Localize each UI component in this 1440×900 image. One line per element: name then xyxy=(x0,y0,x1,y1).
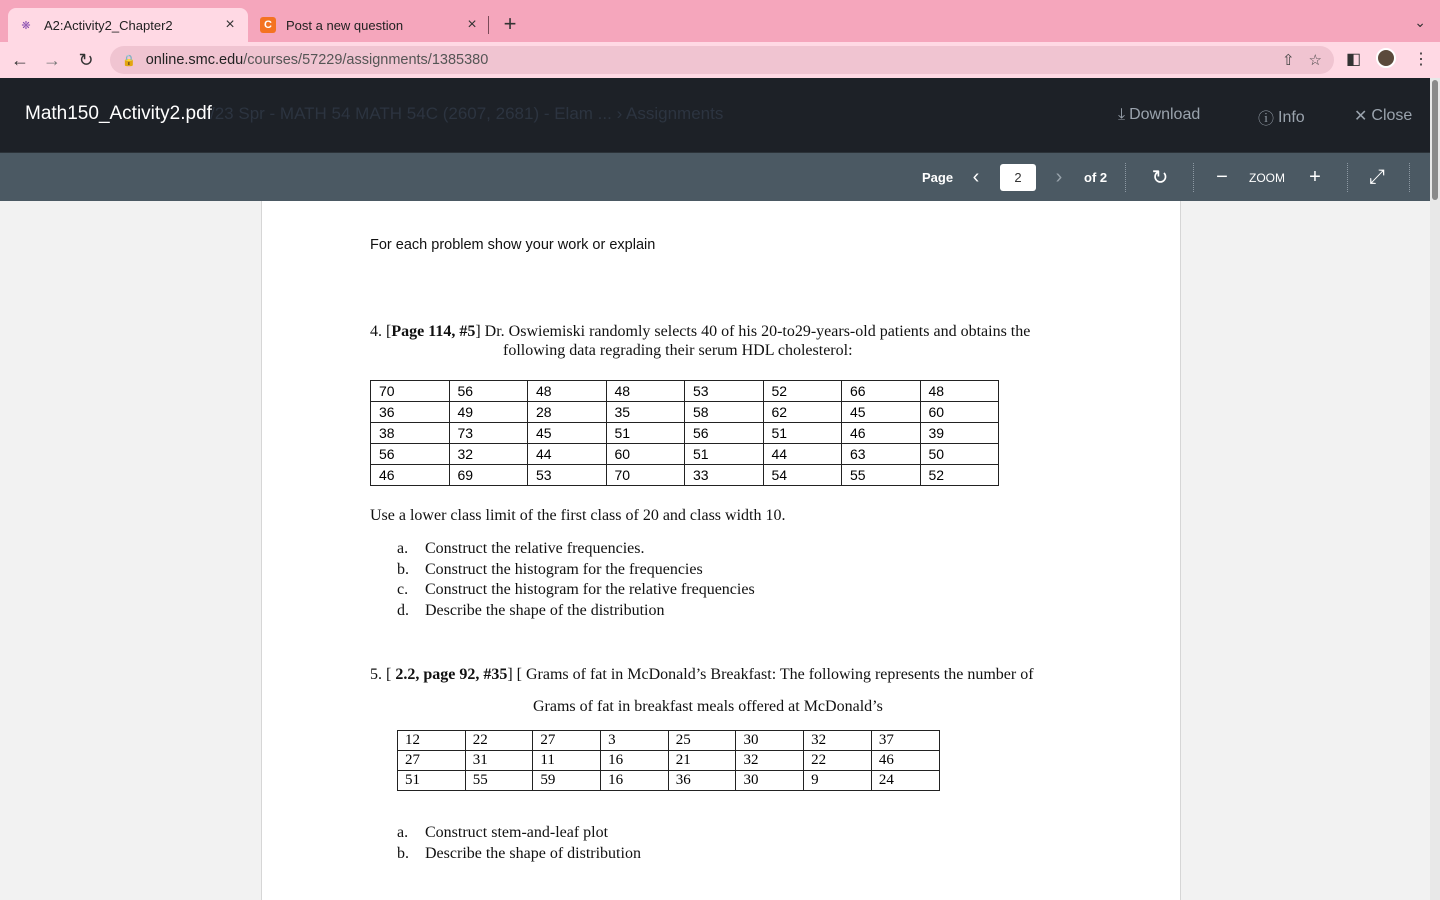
page-label: Page xyxy=(922,170,954,185)
reload-icon[interactable]: ↻ xyxy=(78,50,94,70)
info-label: Info xyxy=(1278,108,1305,126)
table-cell: 48 xyxy=(606,381,685,402)
question-4 xyxy=(370,322,1070,360)
table-row xyxy=(371,423,999,444)
list-item-label: a. xyxy=(397,824,409,841)
url-path: /courses/57229/assignments/1385380 xyxy=(243,52,489,68)
list-item xyxy=(397,560,755,581)
table-cell: 32 xyxy=(804,731,872,751)
table-cell: 48 xyxy=(920,381,999,402)
document-title: Math150_Activity2.pdf xyxy=(25,103,212,124)
table-cell: 55 xyxy=(842,465,921,486)
toolbar-divider xyxy=(1193,163,1194,192)
table-cell: 25 xyxy=(668,731,736,751)
table-cell: 36 xyxy=(668,771,736,791)
table-cell: 21 xyxy=(668,751,736,771)
q5-subtitle: Grams of fat in breakfast meals offered at McDonald’s xyxy=(533,698,883,715)
table-cell: 36 xyxy=(371,402,450,423)
list-item xyxy=(397,601,755,622)
table-cell: 45 xyxy=(842,402,921,423)
table-cell: 54 xyxy=(763,465,842,486)
table-cell: 39 xyxy=(920,423,999,444)
list-item-label: b. xyxy=(397,844,409,862)
toolbar-divider xyxy=(1125,163,1126,192)
info-button[interactable] xyxy=(1258,106,1305,129)
tab-activity[interactable] xyxy=(8,8,248,42)
table-cell: 31 xyxy=(465,751,533,771)
close-label: Close xyxy=(1371,107,1413,124)
table-cell: 63 xyxy=(842,444,921,465)
table-cell: 60 xyxy=(920,402,999,423)
close-button[interactable] xyxy=(1354,106,1412,126)
forward-arrow-icon[interactable]: → xyxy=(43,50,61,70)
table-cell: 51 xyxy=(606,423,685,444)
pdf-toolbar xyxy=(0,152,1440,201)
table-cell: 27 xyxy=(398,751,466,771)
toolbar-divider xyxy=(1409,163,1410,192)
table-cell: 48 xyxy=(528,381,607,402)
new-tab-button[interactable]: + xyxy=(503,11,517,36)
list-item-text: Construct the histogram for the frequencies xyxy=(425,560,703,578)
previous-page-chevron-icon[interactable]: ‹ xyxy=(972,166,980,188)
fat-data-table xyxy=(397,730,940,791)
table-cell: 9 xyxy=(804,771,872,791)
table-cell: 70 xyxy=(371,381,450,402)
table-cell: 12 xyxy=(398,731,466,751)
table-cell: 66 xyxy=(842,381,921,402)
close-icon: ✕ xyxy=(1354,108,1368,125)
close-tab-icon[interactable]: × xyxy=(467,16,477,33)
list-item-text: Describe the shape of the distribution xyxy=(425,602,665,620)
info-icon: ⓘ xyxy=(1258,111,1275,128)
table-cell: 53 xyxy=(685,381,764,402)
page-total: of 2 xyxy=(1084,170,1108,185)
table-row xyxy=(371,444,999,465)
profile-avatar[interactable] xyxy=(1376,48,1396,68)
pdf-page xyxy=(261,201,1181,900)
table-cell: 51 xyxy=(763,423,842,444)
table-cell: 56 xyxy=(449,381,528,402)
table-row xyxy=(371,465,999,486)
table-cell: 46 xyxy=(842,423,921,444)
q5-number: 5. [ xyxy=(370,666,396,683)
address-bar[interactable] xyxy=(110,46,1334,74)
table-cell: 49 xyxy=(449,402,528,423)
table-cell: 16 xyxy=(601,751,669,771)
table-cell: 22 xyxy=(804,751,872,771)
list-item-label: b. xyxy=(397,560,409,578)
table-cell: 32 xyxy=(449,444,528,465)
tab-search-chevron-icon[interactable]: ⌄ xyxy=(1414,14,1426,30)
list-item xyxy=(397,823,641,844)
table-cell: 16 xyxy=(601,771,669,791)
table-cell: 45 xyxy=(528,423,607,444)
table-cell: 38 xyxy=(371,423,450,444)
table-cell: 52 xyxy=(763,381,842,402)
fullscreen-icon[interactable]: ⤢ xyxy=(1369,166,1385,188)
download-label: Download xyxy=(1129,106,1201,123)
toolbar-divider xyxy=(1347,163,1348,192)
tab-divider xyxy=(488,16,489,34)
table-cell: 32 xyxy=(736,751,804,771)
table-cell: 70 xyxy=(606,465,685,486)
table-cell: 37 xyxy=(871,731,939,751)
table-cell: 55 xyxy=(465,771,533,791)
next-page-chevron-icon[interactable]: › xyxy=(1055,166,1063,188)
table-cell: 56 xyxy=(371,444,450,465)
browser-toolbar xyxy=(0,42,1440,78)
q4-parts-list xyxy=(397,539,755,622)
q5-ref: 2.2, page 92, #35 xyxy=(395,666,508,683)
table-row xyxy=(398,731,940,751)
table-cell: 30 xyxy=(736,731,804,751)
table-cell: 53 xyxy=(528,465,607,486)
background-breadcrumb: /23 Spr - MATH 54 MATH 54C (2607, 2681) - Elam ... › Assignments xyxy=(210,104,724,123)
tab-title: A2:Activity2_Chapter2 xyxy=(44,17,173,33)
side-panel-icon[interactable]: ◧ xyxy=(1346,51,1362,68)
table-cell: 11 xyxy=(533,751,601,771)
table-cell: 56 xyxy=(685,423,764,444)
table-row xyxy=(371,381,999,402)
browser-tab-strip xyxy=(0,0,1440,42)
list-item-text: Describe the shape of distribution xyxy=(425,844,641,862)
hdl-data-table xyxy=(370,380,999,486)
table-cell: 62 xyxy=(763,402,842,423)
canvas-favicon-icon: ❋ xyxy=(21,19,31,32)
list-item-text: Construct the histogram for the relative frequencies xyxy=(425,581,755,599)
table-cell: 27 xyxy=(533,731,601,751)
scrollbar-thumb[interactable] xyxy=(1432,80,1438,200)
list-item-label: d. xyxy=(397,602,409,620)
table-cell: 44 xyxy=(528,444,607,465)
table-cell: 46 xyxy=(871,751,939,771)
tab-chegg[interactable] xyxy=(252,8,488,42)
list-item-label: a. xyxy=(397,540,409,557)
kebab-menu-icon[interactable]: ⋮ xyxy=(1413,51,1429,68)
table-cell: 52 xyxy=(920,465,999,486)
list-item-text: Construct stem-and-leaf plot xyxy=(425,824,609,841)
table-cell: 44 xyxy=(763,444,842,465)
table-cell: 46 xyxy=(371,465,450,486)
viewer-header xyxy=(0,78,1440,152)
close-tab-icon[interactable]: × xyxy=(225,16,235,33)
list-item-label: c. xyxy=(397,581,409,599)
bookmark-star-icon[interactable]: ☆ xyxy=(1308,52,1322,69)
zoom-in-icon[interactable]: + xyxy=(1309,166,1321,188)
table-row xyxy=(398,751,940,771)
table-cell: 73 xyxy=(449,423,528,444)
back-arrow-icon[interactable]: ← xyxy=(11,50,29,70)
tab-title: Post a new question xyxy=(286,17,404,33)
intro-text: For each problem show your work or explain xyxy=(370,237,656,253)
table-cell: 33 xyxy=(685,465,764,486)
url-host: online.smc.edu xyxy=(145,52,244,68)
q4-ref: Page 114, #5 xyxy=(391,323,476,340)
list-item xyxy=(397,539,755,560)
download-button[interactable] xyxy=(1118,106,1200,124)
table-cell: 30 xyxy=(736,771,804,791)
table-cell: 60 xyxy=(606,444,685,465)
table-cell: 35 xyxy=(606,402,685,423)
share-icon[interactable]: ⇧ xyxy=(1281,52,1295,69)
table-row xyxy=(371,402,999,423)
table-cell: 69 xyxy=(449,465,528,486)
question-5 xyxy=(370,666,1034,684)
zoom-out-icon[interactable]: − xyxy=(1216,166,1228,188)
table-cell: 58 xyxy=(685,402,764,423)
rotate-icon[interactable]: ↻ xyxy=(1151,167,1169,189)
viewer-scrollbar[interactable] xyxy=(1430,78,1440,900)
chegg-favicon-icon: C xyxy=(260,17,276,33)
q5-text: ] [ Grams of fat in McDonald’s Breakfast: The following represents the number of xyxy=(507,666,1034,683)
q4-instruction: Use a lower class limit of the first class of 20 and class width 10. xyxy=(370,507,786,524)
q4-text-line2: following data regrading their serum HDL cholesterol: xyxy=(503,342,853,359)
table-cell: 3 xyxy=(601,731,669,751)
table-cell: 24 xyxy=(871,771,939,791)
q5-parts-list xyxy=(397,823,641,864)
table-cell: 59 xyxy=(533,771,601,791)
table-cell: 28 xyxy=(528,402,607,423)
table-cell: 51 xyxy=(398,771,466,791)
page-number-input[interactable]: 2 xyxy=(1000,164,1036,191)
list-item xyxy=(397,580,755,601)
list-item-text: Construct the relative frequencies. xyxy=(425,540,645,557)
table-row xyxy=(398,771,940,791)
table-cell: 22 xyxy=(465,731,533,751)
list-item xyxy=(397,844,641,865)
table-cell: 50 xyxy=(920,444,999,465)
q4-number: 4. [ xyxy=(370,323,392,340)
table-cell: 51 xyxy=(685,444,764,465)
lock-icon: 🔒 xyxy=(122,54,136,67)
q4-text: ] Dr. Oswiemiski randomly selects 40 of his 20-to29-years-old patients and obtains the xyxy=(475,323,1031,340)
download-icon: ⤓ xyxy=(1118,106,1126,123)
zoom-label: ZOOM xyxy=(1249,170,1285,185)
